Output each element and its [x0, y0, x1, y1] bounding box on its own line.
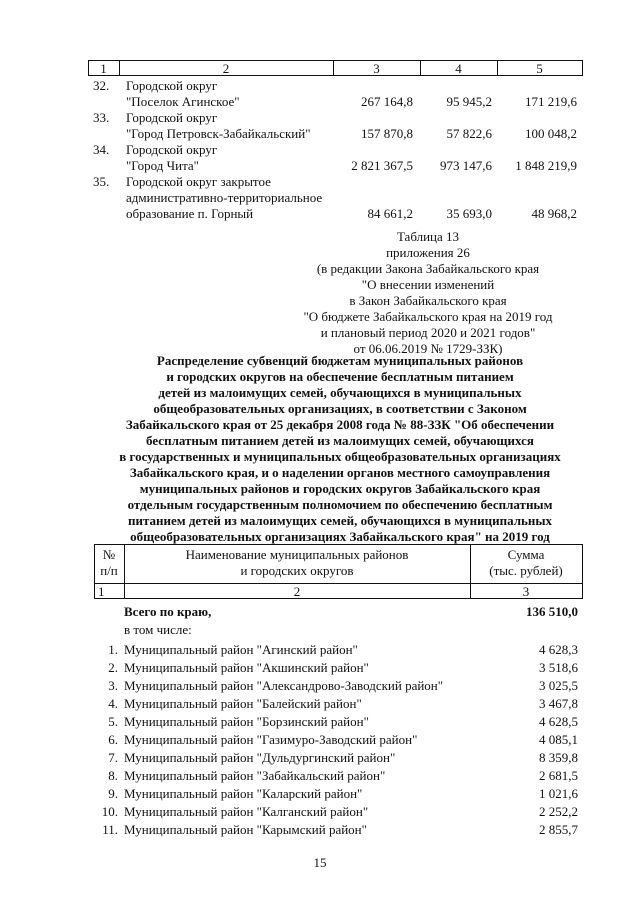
row-value: 3 025,5 — [539, 678, 578, 693]
annex-line: приложения 26 — [386, 245, 470, 260]
row-value: 100 048,2 — [525, 126, 577, 141]
title-line: бесплатным питанием детей из малоимущих семей, обучающихся — [146, 433, 534, 448]
row-number: 10. — [101, 804, 118, 819]
row-value: 3 518,6 — [539, 660, 578, 675]
row-number: 33. — [93, 110, 110, 125]
row-value: 1 021,6 — [539, 786, 578, 801]
title-line: и городских округов на обеспечение бесплатным питанием — [166, 369, 514, 384]
row-name: Городской округ — [126, 110, 218, 125]
row-name: административно-территориальное — [126, 190, 323, 205]
row-name: Городской округ — [126, 78, 218, 93]
row-name: Городской округ закрытое — [126, 174, 271, 189]
row-value: 973 147,6 — [440, 158, 492, 173]
col-number: 2 — [293, 584, 301, 599]
row-number: 5. — [108, 714, 118, 729]
row-value: 2 252,2 — [539, 804, 578, 819]
header-sum: Сумма — [507, 547, 545, 562]
row-name: "Город Чита" — [126, 158, 199, 173]
header-name: Наименование муниципальных районов — [185, 547, 409, 562]
row-value: 95 945,2 — [446, 94, 492, 109]
title-line: Забайкальского края от 25 декабря 2008 года № 88-ЗЗК "Об обеспечении — [125, 417, 555, 432]
row-name: Муниципальный район "Борзинский район" — [124, 714, 369, 729]
title-line: отдельным государственным полномочием по обеспечению бесплатным — [127, 497, 553, 512]
row-value: 4 628,3 — [539, 642, 578, 657]
row-name: Муниципальный район "Забайкальский район" — [124, 768, 386, 783]
row-name: "Город Петровск-Забайкальский" — [126, 126, 311, 141]
title-line: общеобразовательных организациях Забайкальского края" на 2019 год — [130, 529, 550, 544]
header-sum: (тыс. рублей) — [489, 563, 563, 578]
row-name: Муниципальный район "Калганский район" — [124, 804, 369, 819]
row-number: 35. — [93, 174, 110, 189]
row-value: 4 628,5 — [539, 714, 578, 729]
title-line: детей из малоимущих семей, обучающихся в муниципальных — [158, 385, 522, 400]
top-col-number: 5 — [536, 61, 543, 76]
top-col-number: 1 — [100, 61, 107, 76]
title-line: питанием детей из малоимущих семей, обучающихся в муниципальных — [127, 513, 553, 528]
header-num: п/п — [100, 563, 118, 578]
annex-line: в Закон Забайкальского края — [349, 293, 507, 308]
row-number: 6. — [108, 732, 118, 747]
row-value: 2 855,7 — [539, 822, 578, 837]
row-number: 11. — [102, 822, 118, 837]
row-name: образование п. Горный — [126, 206, 254, 221]
annex-line: (в редакции Закона Забайкальского края — [316, 261, 540, 276]
table-border — [582, 544, 583, 599]
row-number: 34. — [93, 142, 110, 157]
row-name: Муниципальный район "Александрово-Заводский район" — [124, 678, 444, 693]
title-line: муниципальных районов и городских округов Забайкальского края — [139, 481, 541, 496]
header-num: № — [102, 547, 116, 562]
row-name: Муниципальный район "Газимуро-Заводский район" — [124, 732, 418, 747]
row-value: 35 693,0 — [446, 206, 492, 221]
top-col-number: 4 — [455, 61, 462, 76]
row-number: 8. — [108, 768, 118, 783]
row-number: 4. — [108, 696, 118, 711]
row-name: "Поселок Агинское" — [126, 94, 240, 109]
row-name: Муниципальный район "Карымский район" — [124, 822, 367, 837]
annex-line: и плановый период 2020 и 2021 годов" — [320, 325, 536, 340]
col-number: 1 — [98, 584, 105, 599]
row-value: 2 821 367,5 — [351, 158, 413, 173]
row-number: 32. — [93, 78, 110, 93]
annex-line: от 06.06.2019 № 1729-ЗЗК) — [353, 341, 503, 356]
row-value: 84 661,2 — [367, 206, 413, 221]
row-value: 171 219,6 — [525, 94, 577, 109]
row-value: 2 681,5 — [539, 768, 578, 783]
row-value: 3 467,8 — [539, 696, 578, 711]
including-label: в том числе: — [124, 622, 192, 637]
col-number: 3 — [522, 584, 530, 599]
row-name: Муниципальный район "Дульдургинский район" — [124, 750, 396, 765]
title-line: Распределение субвенций бюджетам муниципальных районов — [156, 353, 524, 368]
row-name: Городской округ — [126, 142, 218, 157]
total-value: 136 510,0 — [526, 604, 578, 619]
row-number: 2. — [108, 660, 118, 675]
row-name: Муниципальный район "Каларский район" — [124, 786, 363, 801]
row-value: 267 164,8 — [361, 94, 413, 109]
title-line: Забайкальского края, и о наделении органов местного самоуправления — [129, 465, 551, 480]
header-name: и городских округов — [240, 563, 354, 578]
table-border — [94, 544, 582, 545]
annex-line: "О бюджете Забайкальского края на 2019 год — [303, 309, 553, 324]
row-name: Муниципальный район "Агинский район" — [124, 642, 358, 657]
top-col-number: 3 — [373, 61, 380, 76]
top-table-divider — [582, 60, 583, 76]
row-value: 4 085,1 — [539, 732, 578, 747]
row-number: 7. — [108, 750, 118, 765]
row-value: 57 822,6 — [446, 126, 492, 141]
title-line: общеобразовательных организациях, в соответствии с Законом — [153, 401, 527, 416]
annex-line: "О внесении изменений — [361, 277, 495, 292]
row-number: 3. — [108, 678, 118, 693]
row-value: 157 870,8 — [361, 126, 413, 141]
row-number: 9. — [108, 786, 118, 801]
row-name: Муниципальный район "Акшинский район" — [124, 660, 369, 675]
top-col-number: 2 — [222, 61, 230, 76]
page-number: 15 — [313, 855, 327, 870]
row-number: 1. — [108, 642, 118, 657]
row-value: 1 848 219,9 — [515, 158, 577, 173]
row-name: Муниципальный район "Балейский район" — [124, 696, 362, 711]
row-value: 48 968,2 — [531, 206, 577, 221]
total-label: Всего по краю, — [124, 604, 212, 619]
title-line: в государственных и муниципальных общеобразовательных организациях — [119, 449, 561, 464]
row-value: 8 359,8 — [539, 750, 578, 765]
annex-line: Таблица 13 — [396, 229, 460, 244]
